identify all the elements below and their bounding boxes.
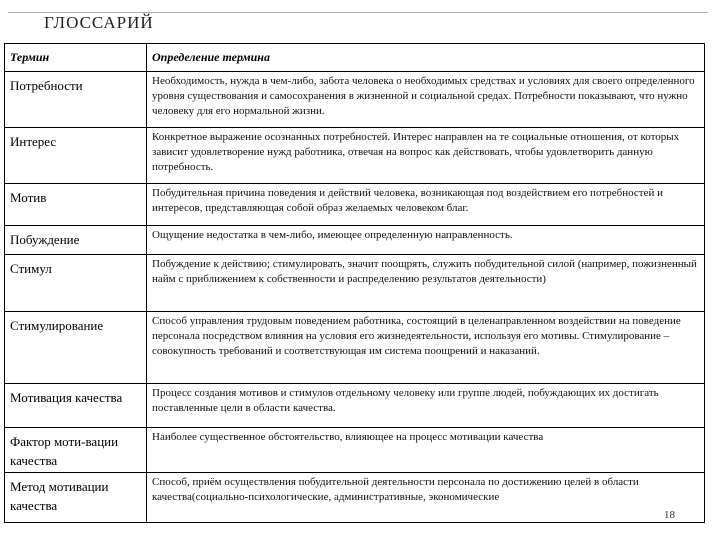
term-cell: Метод мотивации качества: [5, 473, 147, 523]
definition-cell: Процесс создания мотивов и стимулов отдельному человеку или группе людей, побуждающих их достигать поставленные цели в области качества.: [147, 384, 705, 428]
header-definition: Определение термина: [147, 44, 705, 72]
table-header-row: [5, 44, 705, 72]
definition-cell: Конкретное выражение осознанных потребностей. Интерес направлен на те социальные отношения, от которых зависит удовлетворение нужд работника, отвечая на вопрос как действовать, чтобы удовлетворить данную потребность.: [147, 128, 705, 184]
definition-cell: Побуждение к действию; стимулировать, значит поощрять, служить побудительной силой (например, пожизненный найм с приближением к собственности и распределению результатов деятельности): [147, 255, 705, 312]
table-row: [5, 473, 705, 523]
table-row: [5, 428, 705, 473]
term-cell: Мотивация качества: [5, 384, 147, 428]
term-cell: Фактор моти-вации качества: [5, 428, 147, 473]
term-cell: Мотив: [5, 184, 147, 226]
definition-cell: Ощущение недостатка в чем-либо, имеющее определенную направленность.: [147, 226, 705, 255]
table-row: [5, 72, 705, 128]
table-row: [5, 312, 705, 384]
definition-cell: Необходимость, нужда в чем-либо, забота человека о необходимых средствах и условиях для своего определенного уровня существования и самосохранения в жизненной и социальной средах. Потребности показывают, что нужно человеку для его нормальной жизни.: [147, 72, 705, 128]
term-cell: Побуждение: [5, 226, 147, 255]
page-number: 18: [664, 509, 675, 521]
table-row: [5, 226, 705, 255]
definition-cell: Побудительная причина поведения и действий человека, возникающая под воздействием его потребностей и интересов, представляющая собой образ желаемых человеком благ.: [147, 184, 705, 226]
term-cell: Стимул: [5, 255, 147, 312]
term-cell: Интерес: [5, 128, 147, 184]
definition-cell: Способ управления трудовым поведением работника, состоящий в целенаправленном воздействии на поведение персонала посредством влияния на условия его жизнедеятельности, используя его мотивы. Стимулирование – совокупность требований и соответствующая им система поощрений и наказаний.: [147, 312, 705, 384]
definition-cell: Способ, приём осуществления побудительной деятельности персонала по достижению целей в области качества(социально-психологические, административные, экономические: [147, 473, 705, 523]
page-title: ГЛОССАРИЙ: [44, 13, 154, 32]
table-row: [5, 384, 705, 428]
header-term: Термин: [5, 44, 147, 72]
glossary-table: [4, 43, 705, 523]
table-row: [5, 255, 705, 312]
table-row: [5, 128, 705, 184]
table-row: [5, 184, 705, 226]
definition-cell: Наиболее существенное обстоятельство, влияющее на процесс мотивации качества: [147, 428, 705, 473]
term-cell: Стимулирование: [5, 312, 147, 384]
term-cell: Потребности: [5, 72, 147, 128]
